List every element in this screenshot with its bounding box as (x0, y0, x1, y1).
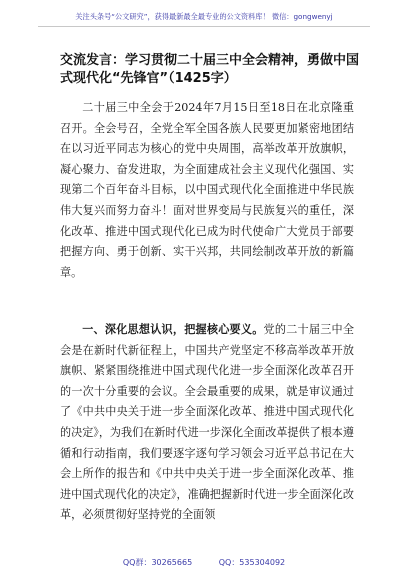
footer-contact (0, 557, 408, 568)
header-divider (38, 26, 370, 27)
section-body: 党的二十届三中全会是在新时代新征程上，中国共产党坚定不移高举改革开放旗帜、紧紧围绕推进中国式现代化进一步全面深化改革召开的一次十分重要的会议。全会最重要的成果，就是审议通过了《中共中央关于进一步全面深化改革、推进中国式现代化的决定》，为我们在新时代进一步深化全面改革提供了根本遵循和行动指南，我们要逐字逐句学习领会习近平总书记在大会上所作的报告和《中共中央关于进一步全面深化改革、推进中国式现代化的决定》，准确把握新时代进一步全面深化改革，必须贯彻好坚持党的全面领 (60, 323, 354, 522)
section-heading: 一、深化思想认识，把握核心要义。 (82, 323, 264, 336)
header-promo-note: 关注头条号“公文研究”，获得最新最全最专业的公文资料库！ 微信：gongwenyj (75, 12, 333, 21)
footer-qq-group: QQ群：30265665 (122, 558, 193, 567)
document-title: 交流发言：学习贯彻二十届三中全会精神，勇做中国式现代化“先锋官”（1425字） (60, 53, 360, 86)
footer-qq: QQ：535304092 (218, 558, 286, 567)
paragraph-section-1 (60, 320, 354, 526)
paragraph-intro: 二十届三中全会于2024年7月15日至18日在北京隆重召开。全会号召，全党全军全国各族人民要更加紧密地团结在以习近平同志为核心的党中央周围，高举改革开放旗帜，凝心聚力、奋发进取，为全面建成社会主义现代化强国、实现第二个百年奋斗目标，以中国式现代化全面推进中华民族伟大复兴而努力奋斗！面对世界变局与民族复兴的重任，深化改革、推进中国式现代化已成为时代使命广大党员于部要把握方向、勇于创新、实干兴邦，共同绘制改革开放的新篇章。 (60, 101, 354, 279)
